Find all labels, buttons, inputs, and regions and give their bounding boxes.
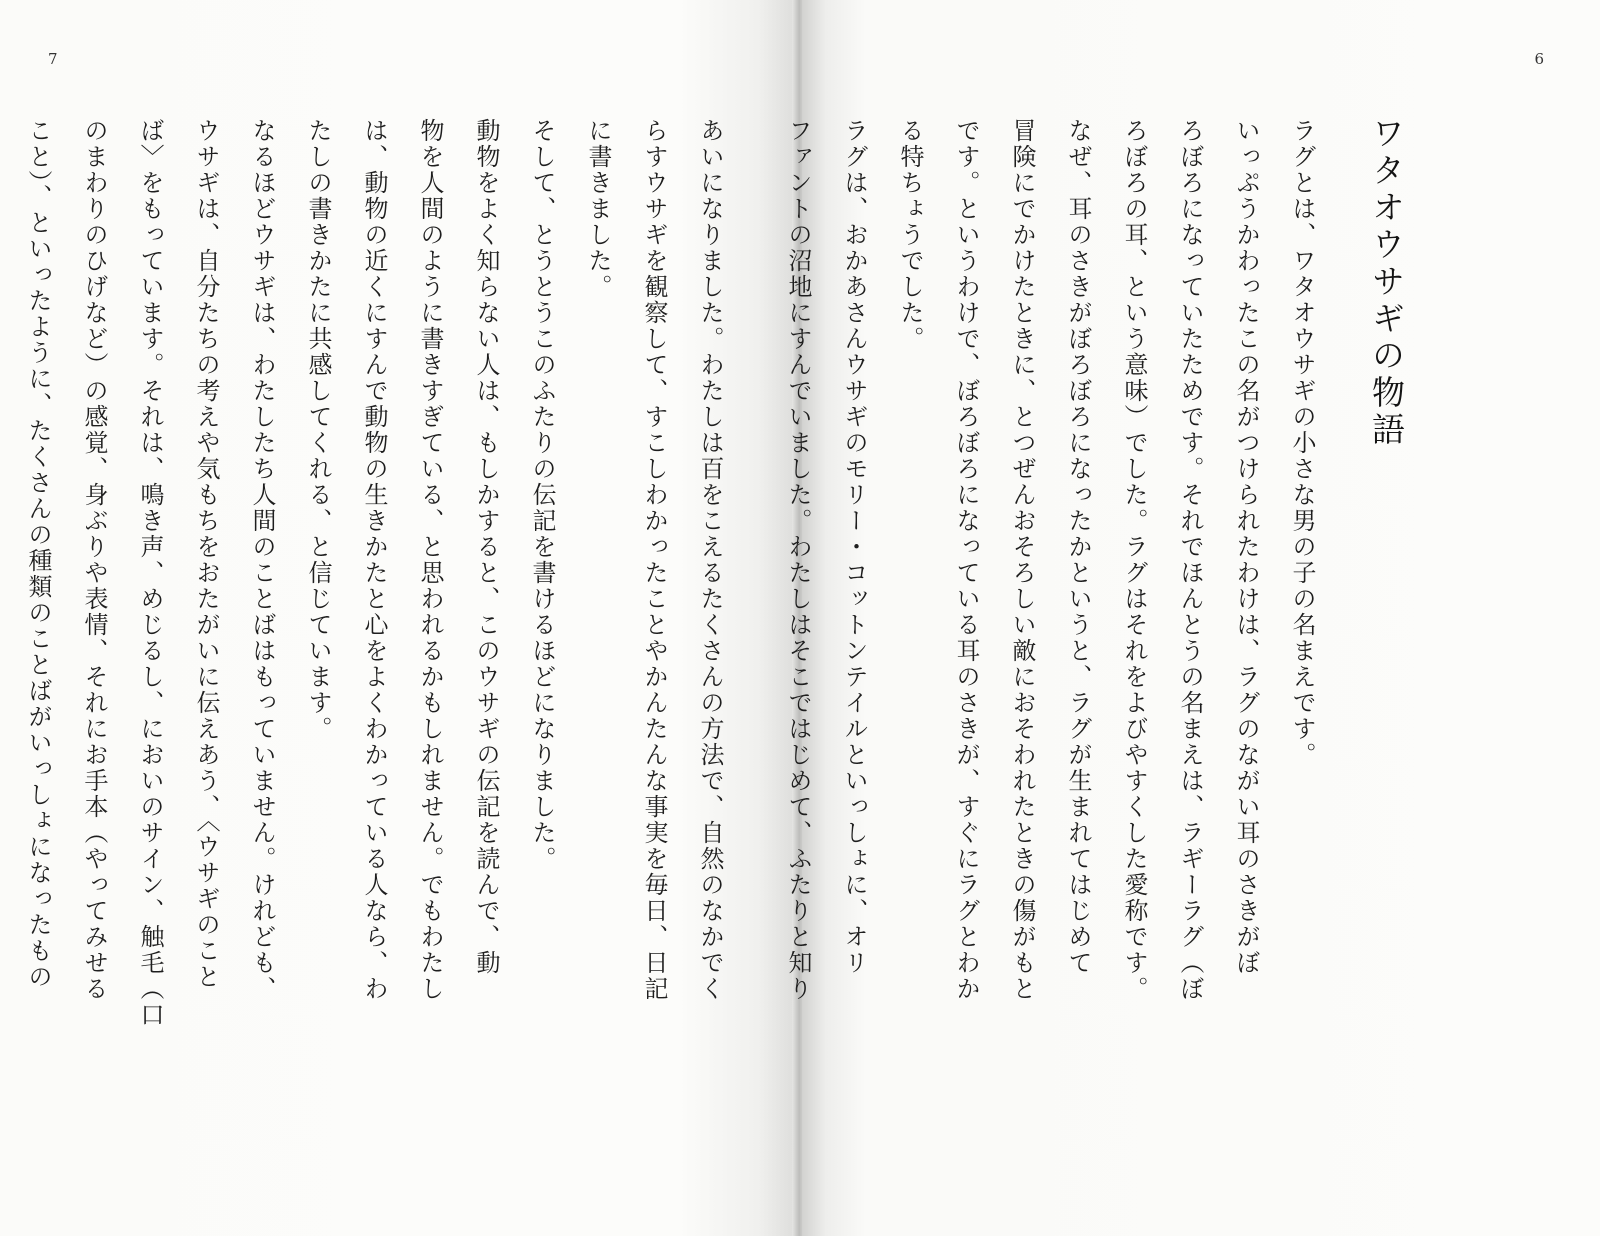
text-line: 動物をよく知らない人は、もしかすると、このウサギの伝記を読んで、動 <box>472 118 500 976</box>
text-line: なるほどウサギは、わたしたち人間のことばはもっていません。けれども、 <box>248 118 276 1002</box>
right-page-body <box>784 118 1330 1002</box>
text-line: らすウサギを観察して、すこしわかったことやかんたんな事実を毎日、日記 <box>640 118 668 1002</box>
text-line: ラグは、おかあさんウサギのモリー・コットンテイルといっしょに、オリ <box>840 118 868 976</box>
right-page-number: 6 <box>1534 50 1544 68</box>
text-line: そして、とうとうこのふたりの伝記を書けるほどになりました。 <box>528 118 556 872</box>
text-line: は、動物の近くにすんで動物の生きかたと心をよくわかっている人なら、わ <box>360 118 388 1002</box>
text-line: 物を人間のように書きすぎている、と思われるかもしれません。でもわたし <box>416 118 444 1002</box>
right-page <box>784 0 1600 1236</box>
text-line: に書きました。 <box>584 118 612 300</box>
text-line: ファントの沼地にすんでいました。わたしはそこではじめて、ふたりと知り <box>784 118 812 1002</box>
chapter-title: ワタオウサギの物語 <box>1367 116 1406 449</box>
text-line: あいになりました。わたしは百をこえるたくさんの方法で、自然のなかでく <box>696 118 724 1002</box>
text-line: る特ちょうでした。 <box>896 118 924 352</box>
text-line: なぜ、耳のさきがぼろぼろになったかというと、ラグが生まれてはじめて <box>1064 118 1092 976</box>
text-line: いっぷうかわったこの名がつけられたわけは、ラグのながい耳のさきがぼ <box>1232 118 1260 976</box>
text-line: です。というわけで、ぼろぼろになっている耳のさきが、すぐにラグとわか <box>952 118 980 1002</box>
text-line: ラグとは、ワタオウサギの小さな男の子の名まえです。 <box>1288 118 1316 768</box>
left-page-body <box>24 118 738 1028</box>
text-line: ば〉をもっています。それは、鳴き声、めじるし、においのサイン、触毛（口 <box>136 118 164 1028</box>
left-page <box>0 0 798 1236</box>
text-line: ろぼろの耳、という意味）でした。ラグはそれをよびやすくした愛称です。 <box>1120 118 1148 1002</box>
text-line: 冒険にでかけたときに、とつぜんおそろしい敵におそわれたときの傷がもと <box>1008 118 1036 1002</box>
text-line: たしの書きかたに共感してくれる、と信じています。 <box>304 118 332 742</box>
left-page-number: 7 <box>48 50 58 68</box>
text-line: のまわりのひげなど）の感覚、身ぶりや表情、それにお手本（やってみせる <box>80 118 108 1002</box>
text-line: ウサギは、自分たちの考えや気もちをおたがいに伝えあう、〈ウサギのこと <box>192 118 220 990</box>
text-line: ろぼろになっていたためです。それでほんとうの名まえは、ラギーラグ（ぼ <box>1176 118 1204 1002</box>
text-line: こと）、といったように、たくさんの種類のことばがいっしょになったもの <box>24 118 52 990</box>
